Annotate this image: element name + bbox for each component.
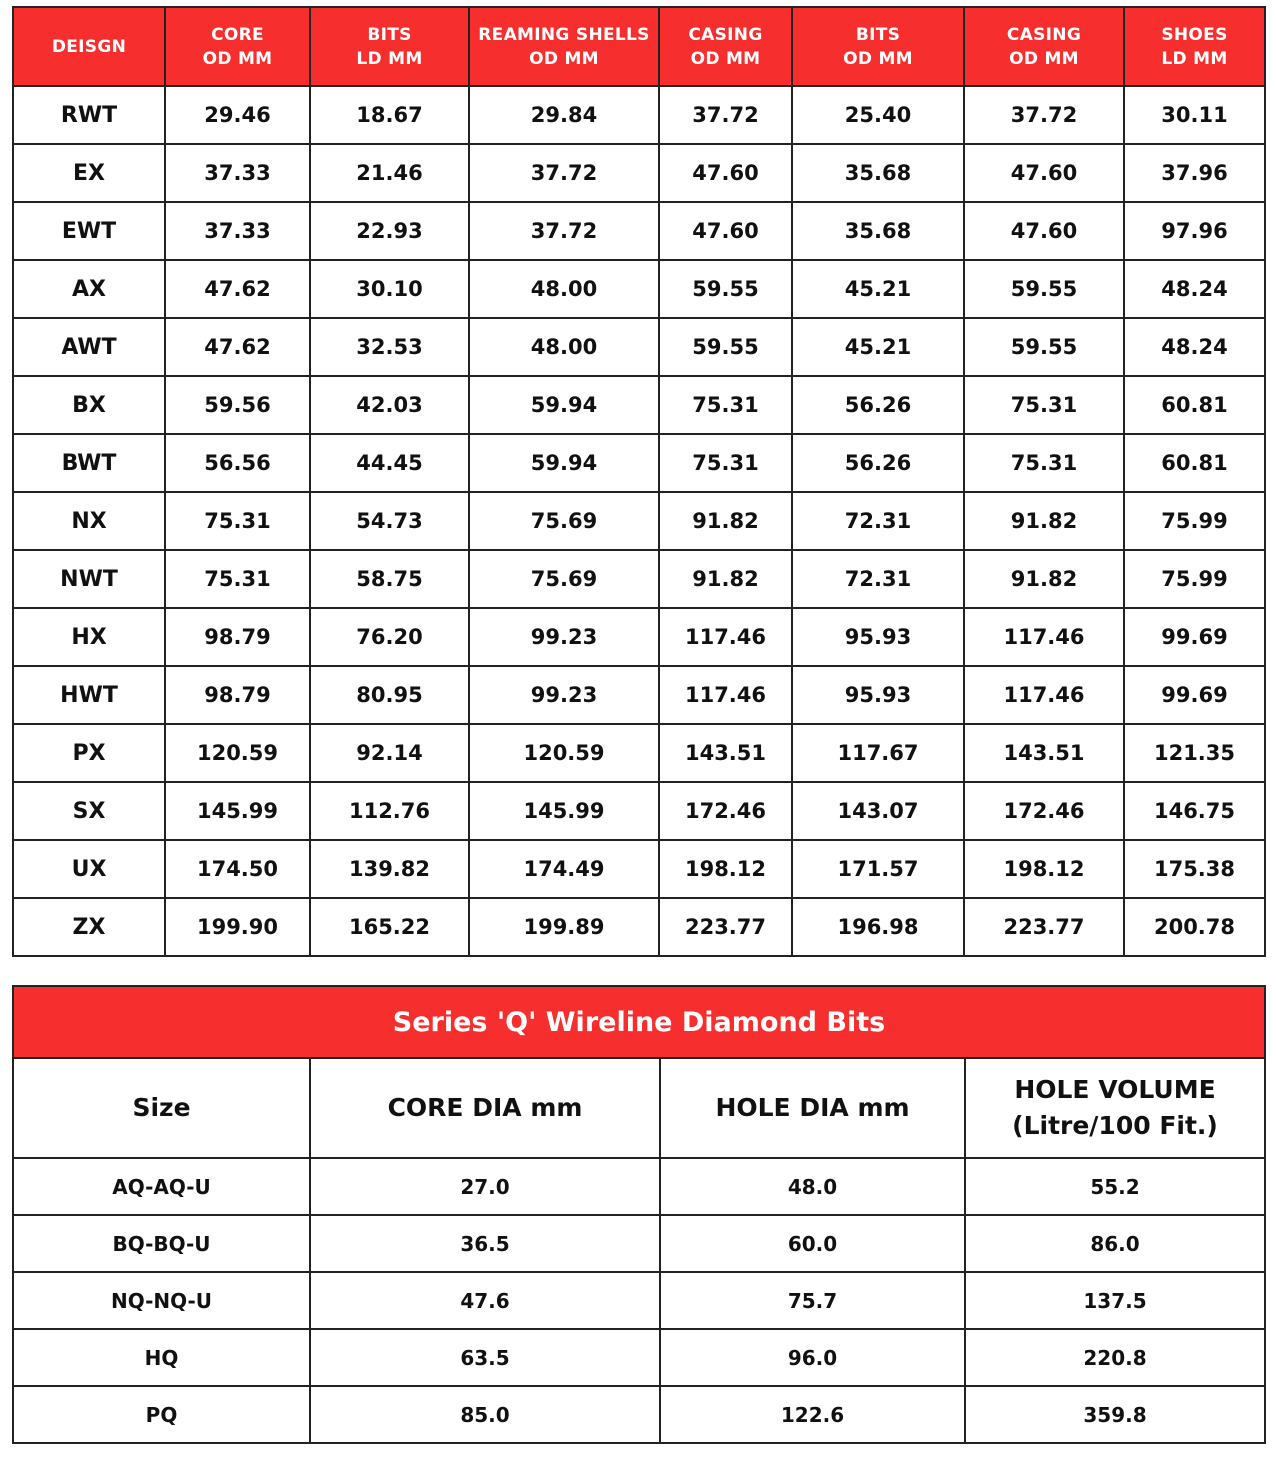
value-cell: 117.46 xyxy=(659,666,792,724)
value-cell: 122.6 xyxy=(660,1386,965,1443)
size-cell: NQ-NQ-U xyxy=(13,1272,310,1329)
value-cell: 75.31 xyxy=(659,434,792,492)
value-cell: 56.56 xyxy=(165,434,310,492)
value-cell: 145.99 xyxy=(165,782,310,840)
value-cell: 199.90 xyxy=(165,898,310,956)
value-cell: 96.0 xyxy=(660,1329,965,1386)
value-cell: 117.46 xyxy=(964,666,1124,724)
series-q-table xyxy=(12,985,1266,1444)
design-cell: UX xyxy=(13,840,165,898)
design-cell: ZX xyxy=(13,898,165,956)
value-cell: 174.50 xyxy=(165,840,310,898)
value-cell: 143.07 xyxy=(792,782,964,840)
value-cell: 47.60 xyxy=(964,144,1124,202)
column-header-line: BITS xyxy=(367,24,412,45)
value-cell: 58.75 xyxy=(310,550,469,608)
value-cell: 60.81 xyxy=(1124,434,1265,492)
value-cell: 220.8 xyxy=(965,1329,1265,1386)
column-header-line: OD MM xyxy=(690,48,761,69)
value-cell: 98.79 xyxy=(165,666,310,724)
series-q-title: Series 'Q' Wireline Diamond Bits xyxy=(13,986,1265,1058)
table-row xyxy=(13,1158,1265,1215)
value-cell: 56.26 xyxy=(792,434,964,492)
design-cell: NWT xyxy=(13,550,165,608)
value-cell: 37.72 xyxy=(469,144,659,202)
value-cell: 47.62 xyxy=(165,318,310,376)
value-cell: 56.26 xyxy=(792,376,964,434)
table-header-row xyxy=(13,7,1265,86)
value-cell: 223.77 xyxy=(659,898,792,956)
value-cell: 59.55 xyxy=(964,260,1124,318)
column-header-line: LD MM xyxy=(1161,48,1228,69)
value-cell: 200.78 xyxy=(1124,898,1265,956)
value-cell: 120.59 xyxy=(165,724,310,782)
value-cell: 59.55 xyxy=(964,318,1124,376)
value-cell: 35.68 xyxy=(792,202,964,260)
value-cell: 48.24 xyxy=(1124,318,1265,376)
value-cell: 171.57 xyxy=(792,840,964,898)
value-cell: 18.67 xyxy=(310,86,469,144)
design-cell: EX xyxy=(13,144,165,202)
value-cell: 47.6 xyxy=(310,1272,660,1329)
value-cell: 97.96 xyxy=(1124,202,1265,260)
column-header-line: HOLE VOLUME xyxy=(1014,1075,1216,1104)
value-cell: 91.82 xyxy=(964,550,1124,608)
column-header xyxy=(469,7,659,86)
column-header xyxy=(965,1058,1265,1158)
value-cell: 95.93 xyxy=(792,608,964,666)
value-cell: 145.99 xyxy=(469,782,659,840)
column-header xyxy=(165,7,310,86)
value-cell: 55.2 xyxy=(965,1158,1265,1215)
value-cell: 172.46 xyxy=(964,782,1124,840)
value-cell: 75.31 xyxy=(165,550,310,608)
table-row xyxy=(13,724,1265,782)
table-row xyxy=(13,260,1265,318)
design-cell: BWT xyxy=(13,434,165,492)
value-cell: 175.38 xyxy=(1124,840,1265,898)
value-cell: 99.69 xyxy=(1124,666,1265,724)
column-header-line: (Litre/100 Fit.) xyxy=(1012,1111,1218,1140)
column-header-line: LD MM xyxy=(356,48,423,69)
value-cell: 48.00 xyxy=(469,318,659,376)
value-cell: 98.79 xyxy=(165,608,310,666)
design-cell: AX xyxy=(13,260,165,318)
column-header-line: Size xyxy=(132,1093,191,1122)
value-cell: 30.10 xyxy=(310,260,469,318)
table-row xyxy=(13,376,1265,434)
design-cell: EWT xyxy=(13,202,165,260)
column-header xyxy=(310,7,469,86)
column-header-line: HOLE DIA mm xyxy=(715,1093,910,1122)
value-cell: 59.55 xyxy=(659,260,792,318)
design-cell: NX xyxy=(13,492,165,550)
column-header-line: CORE xyxy=(211,24,264,45)
value-cell: 59.94 xyxy=(469,434,659,492)
value-cell: 60.0 xyxy=(660,1215,965,1272)
value-cell: 165.22 xyxy=(310,898,469,956)
value-cell: 223.77 xyxy=(964,898,1124,956)
table-row xyxy=(13,608,1265,666)
value-cell: 27.0 xyxy=(310,1158,660,1215)
table-row xyxy=(13,202,1265,260)
value-cell: 75.69 xyxy=(469,492,659,550)
table-row xyxy=(13,1386,1265,1443)
value-cell: 47.60 xyxy=(659,202,792,260)
value-cell: 91.82 xyxy=(659,550,792,608)
value-cell: 75.69 xyxy=(469,550,659,608)
value-cell: 75.31 xyxy=(964,376,1124,434)
design-cell: HWT xyxy=(13,666,165,724)
column-header xyxy=(964,7,1124,86)
value-cell: 42.03 xyxy=(310,376,469,434)
series-q-title-row xyxy=(13,986,1265,1058)
design-cell: PX xyxy=(13,724,165,782)
column-header xyxy=(659,7,792,86)
value-cell: 120.59 xyxy=(469,724,659,782)
value-cell: 198.12 xyxy=(659,840,792,898)
value-cell: 75.31 xyxy=(165,492,310,550)
value-cell: 48.00 xyxy=(469,260,659,318)
value-cell: 25.40 xyxy=(792,86,964,144)
value-cell: 60.81 xyxy=(1124,376,1265,434)
value-cell: 72.31 xyxy=(792,492,964,550)
value-cell: 174.49 xyxy=(469,840,659,898)
value-cell: 117.46 xyxy=(659,608,792,666)
value-cell: 198.12 xyxy=(964,840,1124,898)
column-header-line: BITS xyxy=(855,24,901,45)
design-cell: HX xyxy=(13,608,165,666)
value-cell: 172.46 xyxy=(659,782,792,840)
value-cell: 45.21 xyxy=(792,318,964,376)
value-cell: 196.98 xyxy=(792,898,964,956)
design-cell: AWT xyxy=(13,318,165,376)
value-cell: 80.95 xyxy=(310,666,469,724)
value-cell: 37.72 xyxy=(964,86,1124,144)
column-header-line: REAMING SHELLS xyxy=(478,24,650,45)
table-row xyxy=(13,318,1265,376)
design-cell: RWT xyxy=(13,86,165,144)
table-row xyxy=(13,492,1265,550)
value-cell: 143.51 xyxy=(659,724,792,782)
value-cell: 37.72 xyxy=(659,86,792,144)
value-cell: 54.73 xyxy=(310,492,469,550)
value-cell: 75.99 xyxy=(1124,492,1265,550)
column-header-line: CASING xyxy=(688,24,763,45)
value-cell: 75.31 xyxy=(659,376,792,434)
value-cell: 92.14 xyxy=(310,724,469,782)
table-row xyxy=(13,434,1265,492)
value-cell: 63.5 xyxy=(310,1329,660,1386)
value-cell: 47.62 xyxy=(165,260,310,318)
value-cell: 35.68 xyxy=(792,144,964,202)
column-header xyxy=(13,7,165,86)
size-cell: AQ-AQ-U xyxy=(13,1158,310,1215)
value-cell: 59.94 xyxy=(469,376,659,434)
column-header-line: OD MM xyxy=(529,48,599,69)
table-row xyxy=(13,666,1265,724)
table-row xyxy=(13,1272,1265,1329)
value-cell: 59.55 xyxy=(659,318,792,376)
column-header-line: SHOES xyxy=(1161,24,1228,45)
value-cell: 29.46 xyxy=(165,86,310,144)
value-cell: 48.0 xyxy=(660,1158,965,1215)
table-row xyxy=(13,550,1265,608)
value-cell: 44.45 xyxy=(310,434,469,492)
value-cell: 47.60 xyxy=(964,202,1124,260)
value-cell: 37.33 xyxy=(165,144,310,202)
column-header-line: CORE DIA mm xyxy=(387,1093,583,1122)
value-cell: 48.24 xyxy=(1124,260,1265,318)
value-cell: 85.0 xyxy=(310,1386,660,1443)
value-cell: 117.67 xyxy=(792,724,964,782)
column-header xyxy=(792,7,964,86)
value-cell: 146.75 xyxy=(1124,782,1265,840)
value-cell: 137.5 xyxy=(965,1272,1265,1329)
design-cell: SX xyxy=(13,782,165,840)
design-cell: BX xyxy=(13,376,165,434)
column-header-line: DEISGN xyxy=(51,36,127,57)
table-row xyxy=(13,840,1265,898)
value-cell: 29.84 xyxy=(469,86,659,144)
value-cell: 95.93 xyxy=(792,666,964,724)
value-cell: 37.96 xyxy=(1124,144,1265,202)
value-cell: 47.60 xyxy=(659,144,792,202)
value-cell: 37.72 xyxy=(469,202,659,260)
value-cell: 76.20 xyxy=(310,608,469,666)
value-cell: 59.56 xyxy=(165,376,310,434)
value-cell: 86.0 xyxy=(965,1215,1265,1272)
table-row xyxy=(13,1215,1265,1272)
value-cell: 37.33 xyxy=(165,202,310,260)
column-header xyxy=(660,1058,965,1158)
table-body xyxy=(13,86,1265,956)
series-q-header-row xyxy=(13,1058,1265,1158)
table-row xyxy=(13,144,1265,202)
value-cell: 72.31 xyxy=(792,550,964,608)
column-header-line: OD MM xyxy=(1009,48,1079,69)
value-cell: 117.46 xyxy=(964,608,1124,666)
value-cell: 75.31 xyxy=(964,434,1124,492)
table-row xyxy=(13,86,1265,144)
value-cell: 22.93 xyxy=(310,202,469,260)
column-header xyxy=(310,1058,660,1158)
column-header xyxy=(1124,7,1265,86)
value-cell: 75.7 xyxy=(660,1272,965,1329)
value-cell: 99.23 xyxy=(469,608,659,666)
table-row xyxy=(13,782,1265,840)
value-cell: 21.46 xyxy=(310,144,469,202)
column-header-line: OD MM xyxy=(202,48,273,69)
value-cell: 139.82 xyxy=(310,840,469,898)
value-cell: 91.82 xyxy=(659,492,792,550)
value-cell: 143.51 xyxy=(964,724,1124,782)
size-cell: BQ-BQ-U xyxy=(13,1215,310,1272)
value-cell: 121.35 xyxy=(1124,724,1265,782)
table-row xyxy=(13,1329,1265,1386)
value-cell: 99.69 xyxy=(1124,608,1265,666)
size-cell: HQ xyxy=(13,1329,310,1386)
column-header-line: CASING xyxy=(1006,24,1082,45)
value-cell: 112.76 xyxy=(310,782,469,840)
value-cell: 91.82 xyxy=(964,492,1124,550)
table-row xyxy=(13,898,1265,956)
value-cell: 75.99 xyxy=(1124,550,1265,608)
value-cell: 45.21 xyxy=(792,260,964,318)
value-cell: 32.53 xyxy=(310,318,469,376)
bit-dimensions-table xyxy=(12,6,1266,957)
column-header xyxy=(13,1058,310,1158)
value-cell: 30.11 xyxy=(1124,86,1265,144)
value-cell: 99.23 xyxy=(469,666,659,724)
value-cell: 36.5 xyxy=(310,1215,660,1272)
column-header-line: OD MM xyxy=(843,48,913,69)
value-cell: 199.89 xyxy=(469,898,659,956)
size-cell: PQ xyxy=(13,1386,310,1443)
value-cell: 359.8 xyxy=(965,1386,1265,1443)
